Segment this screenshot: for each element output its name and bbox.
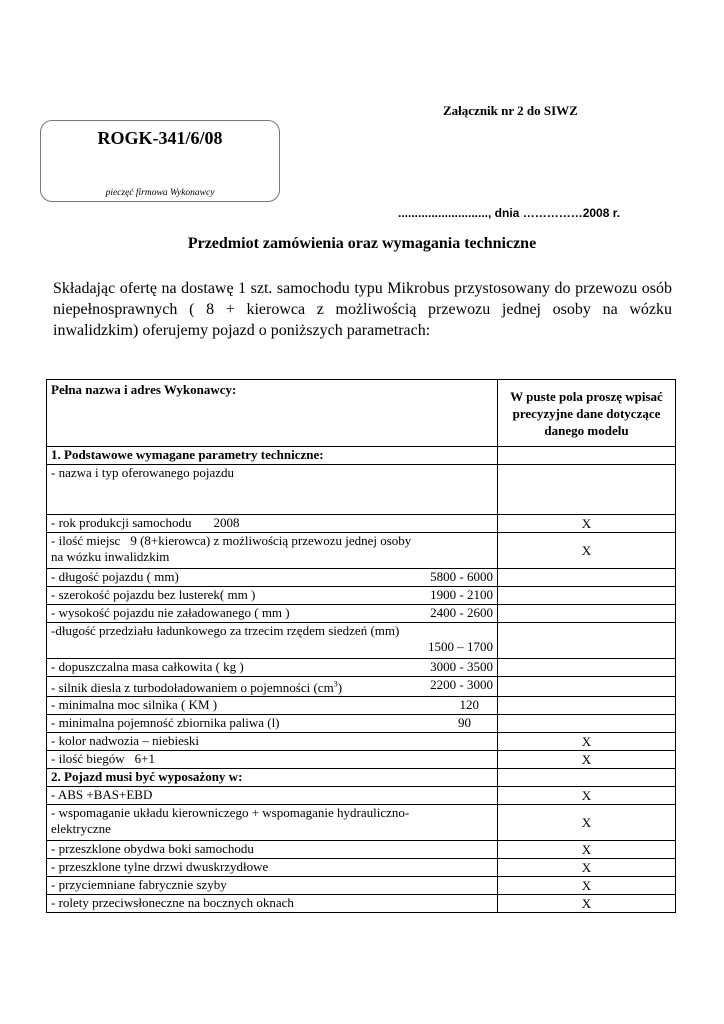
- length-input-cell[interactable]: [498, 569, 676, 587]
- contractor-name-label: Pełna nazwa i adres Wykonawcy:: [51, 382, 237, 397]
- mass-value: 3000 - 3500: [430, 659, 493, 674]
- power-input-cell[interactable]: [498, 697, 676, 715]
- year-label: - rok produkcji samochodu: [51, 515, 192, 530]
- table-row: [47, 587, 676, 605]
- section-row: [47, 447, 676, 465]
- seats-continuation: na wózku inwalidzkim: [51, 549, 170, 564]
- instruction-text: W puste pola proszę wpisać precyzyjne dane dotyczące danego modelu: [510, 388, 663, 438]
- page-title: Przedmiot zamówienia oraz wymagania techniczne: [187, 235, 537, 252]
- tank-value: 90: [458, 715, 471, 731]
- tinted-glass-label: - przyciemniane fabrycznie szyby: [51, 877, 227, 893]
- length-label: - długość pojazdu ( mm): [51, 569, 179, 584]
- rear-doors-label: - przeszklone tylne drzwi dwuskrzydłowe: [51, 859, 269, 875]
- table-row: [47, 841, 676, 859]
- table-row: [47, 697, 676, 715]
- mark-cell: X: [498, 877, 676, 895]
- cargo-length-value: 1500 – 1700: [428, 639, 493, 654]
- seats-label: - ilość miejsc: [51, 533, 121, 548]
- date-line: ..........................., dnia ……………2008 r.: [398, 206, 621, 220]
- mark-cell: X: [498, 895, 676, 913]
- mass-label: - dopuszczalna masa całkowita ( kg ): [51, 659, 244, 674]
- table-row: [47, 751, 676, 769]
- table-row: [47, 677, 676, 697]
- seats-value: 9 (8+kierowca) z możliwością przewozu jednej osoby: [130, 533, 412, 548]
- mark-cell: X: [498, 751, 676, 769]
- table-row: [47, 605, 676, 623]
- width-input-cell[interactable]: [498, 587, 676, 605]
- section-row: [47, 769, 676, 787]
- side-glass-label: - przeszklone obydwa boki samochodu: [51, 841, 254, 857]
- width-label: - szerokość pojazdu bez lusterek( mm ): [51, 587, 256, 602]
- attachment-label: Załącznik nr 2 do SIWZ: [443, 103, 578, 118]
- engine-input-cell[interactable]: [498, 677, 676, 697]
- height-label: - wysokość pojazdu nie załadowanego ( mm ): [51, 605, 290, 620]
- tank-input-cell[interactable]: [498, 715, 676, 733]
- tank-label: - minimalna pojemność zbiornika paliwa (l): [51, 715, 280, 731]
- cargo-length-input-cell[interactable]: [498, 623, 676, 659]
- gears-label: - ilość biegów: [51, 751, 125, 767]
- mark-cell: X: [498, 805, 676, 841]
- table-header-row: [47, 380, 676, 447]
- mark-cell: X: [498, 733, 676, 751]
- length-value: 5800 - 6000: [430, 569, 493, 584]
- table-row: [47, 533, 676, 569]
- mark-cell: X: [498, 859, 676, 877]
- table-row: [47, 733, 676, 751]
- reference-number: ROGK-341/6/08: [97, 128, 223, 148]
- spec-table: [46, 379, 676, 913]
- blinds-label: - rolety przeciwsłoneczne na bocznych oknach: [51, 895, 294, 911]
- table-row: [47, 859, 676, 877]
- stamp-caption: pieczęć firmowa Wykonawcy: [105, 188, 215, 198]
- table-row: [47, 623, 676, 659]
- height-value: 2400 - 2600: [430, 605, 493, 620]
- mark-cell: X: [498, 515, 676, 533]
- contractor-name-cell: [47, 380, 498, 447]
- instruction-cell: [498, 380, 676, 447]
- mark-cell: X: [498, 841, 676, 859]
- gears-value: 6+1: [134, 751, 155, 767]
- year-value: 2008: [213, 515, 240, 530]
- vehicle-name-input-cell[interactable]: [498, 465, 676, 515]
- table-row: [47, 659, 676, 677]
- table-row: [47, 787, 676, 805]
- table-row: [47, 715, 676, 733]
- table-row: [47, 877, 676, 895]
- steering-label: - wspomaganie układu kierowniczego + wspomaganie hydrauliczno-elektryczne: [51, 805, 410, 837]
- company-stamp-box: [40, 120, 280, 202]
- cargo-length-label: -długość przedziału ładunkowego za trzecim rzędem siedzeń (mm): [51, 623, 400, 638]
- engine-label: - silnik diesla z turbodoładowaniem o pojemności $(cm^3)$: [51, 680, 343, 696]
- width-value: 1900 - 2100: [430, 587, 493, 602]
- color-label: - kolor nadwozia – niebieski: [51, 733, 200, 749]
- mark-cell: X: [498, 533, 676, 569]
- vehicle-name-label: - nazwa i typ oferowanego pojazdu: [51, 465, 235, 480]
- table-row: [47, 465, 676, 515]
- height-input-cell[interactable]: [498, 605, 676, 623]
- power-label: - minimalna moc silnika ( KM ): [51, 697, 218, 713]
- power-value: 120: [459, 697, 479, 713]
- table-row: [47, 569, 676, 587]
- table-row: [47, 805, 676, 841]
- table-row: [47, 515, 676, 533]
- section2-heading: 2. Pojazd musi być wyposażony w:: [51, 769, 243, 785]
- intro-paragraph: Składając ofertę na dostawę 1 szt. samochodu typu Mikrobus przystosowany do przewozu osób niepełnosprawnych ( 8 + kierowca z możliwością przewozu jednej osoby na wózku inwalidzkim) oferujemy pojazd o poniższych parametrach:: [53, 280, 672, 339]
- mass-input-cell[interactable]: [498, 659, 676, 677]
- engine-value: 2200 - 3000: [430, 677, 493, 692]
- abs-label: - ABS +BAS+EBD: [51, 787, 153, 803]
- mark-cell: X: [498, 787, 676, 805]
- table-row: [47, 895, 676, 913]
- section1-heading: 1. Podstawowe wymagane parametry techniczne:: [51, 447, 324, 462]
